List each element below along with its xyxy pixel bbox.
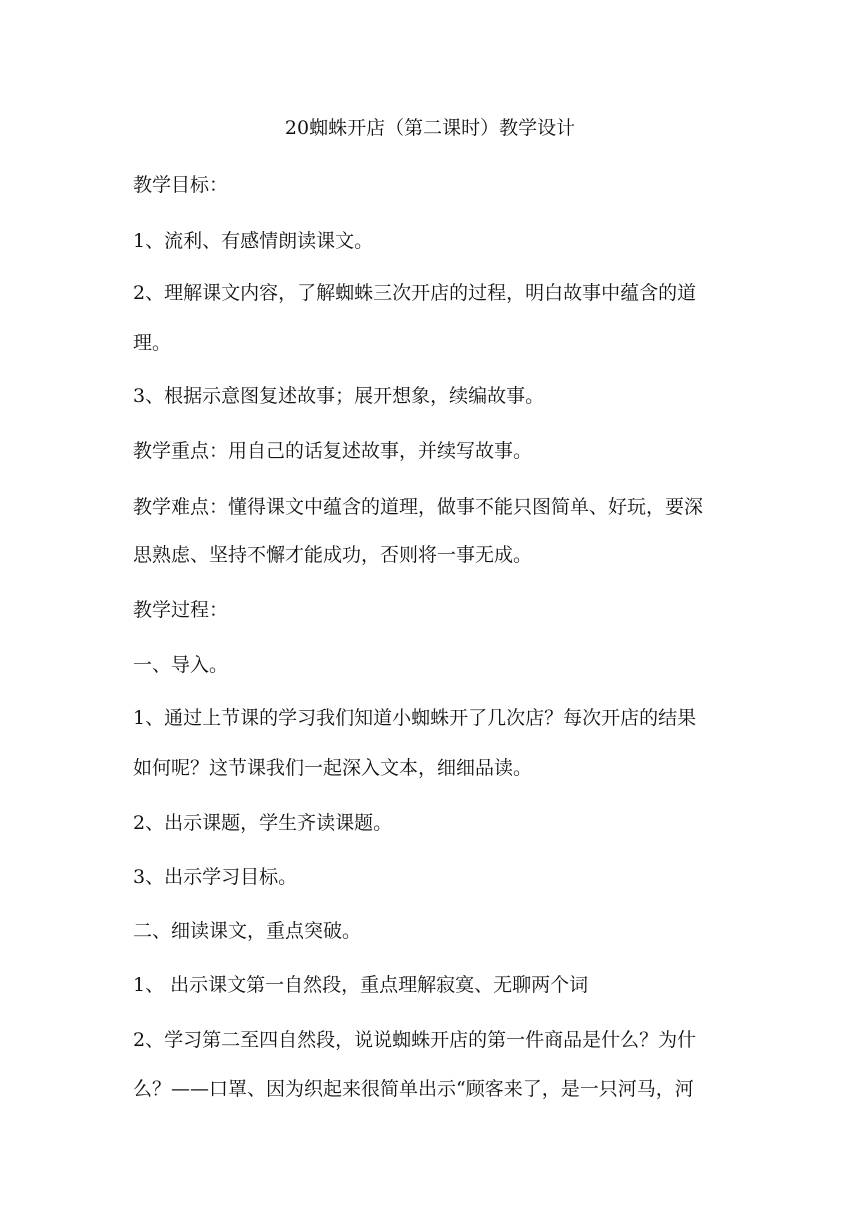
text-line: 教学过程： [133, 599, 229, 621]
document-title: 20蜘蛛开店（第二课时）教学设计 [284, 117, 576, 139]
text-line: 1、 出示课文第一自然段，重点理解寂寞、无聊两个词 [133, 974, 589, 996]
text-line: 2、学习第二至四自然段，说说蜘蛛开店的第一件商品是什么？为什 [133, 1029, 697, 1051]
text-line: 1、流利、有感情朗读课文。 [133, 230, 374, 252]
text-line: 么？——口罩、因为织起来很简单出示“顾客来了，是一只河马，河 [133, 1078, 694, 1100]
text-line: 教学重点：用自己的话复述故事，并续写故事。 [133, 440, 533, 462]
text-line: 思熟虑、坚持不懈才能成功，否则将一事无成。 [133, 544, 533, 566]
text-line: 3、根据示意图复述故事；展开想象，续编故事。 [133, 385, 545, 407]
text-line: 教学难点：懂得课文中蕴含的道理，做事不能只图简单、好玩，要深 [133, 496, 704, 518]
text-line: 如何呢？这节课我们一起深入文本，细细品读。 [133, 757, 533, 779]
text-line: 二、细读课文，重点突破。 [133, 920, 362, 942]
text-line: 一、导入。 [133, 654, 229, 676]
text-line: 理。 [133, 332, 172, 354]
text-line: 2、理解课文内容，了解蜘蛛三次开店的过程，明白故事中蕴含的道 [133, 282, 697, 304]
text-line: 教学目标： [133, 174, 229, 196]
text-line: 1、通过上节课的学习我们知道小蜘蛛开了几次店？每次开店的结果 [133, 707, 697, 729]
text-line: 3、出示学习目标。 [133, 866, 298, 888]
text-line: 2、出示课题，学生齐读课题。 [133, 812, 393, 834]
